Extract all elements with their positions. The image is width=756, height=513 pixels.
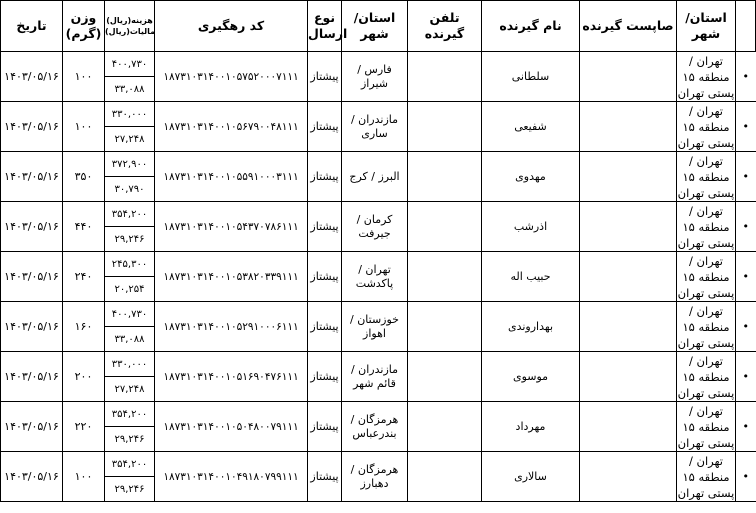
row-marker: • [736,302,756,352]
recipient-postcode-cell [580,302,677,352]
tax-cell: ۲۹,۲۴۶ [105,227,155,252]
recipient-name-cell: سلطانی [482,52,580,102]
recipient-name-cell: بهداروندی [482,302,580,352]
origin-cell: تهران / منطقه ۱۵ پستی تهران [677,403,735,450]
tax-cell: ۲۷,۲۴۸ [105,127,155,152]
origin-cell: تهران / منطقه ۱۵ پستی تهران [677,53,735,100]
date-cell: ۱۴۰۳/۰۵/۱۶ [1,52,63,102]
origin-cell: تهران / منطقه ۱۵ پستی تهران [677,453,735,500]
recipient-name-cell: مهرداد [482,402,580,452]
recipient-phone-cell [408,202,482,252]
weight-cell: ۴۴۰ [63,202,105,252]
tax-cell: ۲۰,۲۵۴ [105,277,155,302]
tax-cell: ۲۷,۲۴۸ [105,377,155,402]
tracking-code-cell: ۱۸۷۳۱۰۳۱۴۰۰۱۰۵۲۹۱۰۰۰۶۱۱۱ [155,302,308,352]
tax-cell: ۳۳,۰۸۸ [105,77,155,102]
recipient-name-cell: مهدوی [482,152,580,202]
cost-cell: ۴۰۰,۷۳۰ [105,302,155,327]
header-cost-tax [105,1,155,52]
header-edge [736,1,756,52]
row-marker: • [736,52,756,102]
row-marker: • [736,102,756,152]
table-row [1,252,756,277]
recipient-phone-cell [408,352,482,402]
weight-cell: ۲۲۰ [63,402,105,452]
recipient-name-cell: شفیعی [482,102,580,152]
row-marker: • [736,152,756,202]
recipient-postcode-cell [580,252,677,302]
header-recipient-phone: تلفن گیرنده [408,1,482,52]
tax-cell: ۳۰,۷۹۰ [105,177,155,202]
destination-cell: فارس / شیراز [342,52,408,102]
recipient-phone-cell [408,152,482,202]
cost-cell: ۳۵۴,۲۰۰ [105,202,155,227]
recipient-name-cell: سالاری [482,452,580,502]
recipient-postcode-cell [580,52,677,102]
date-cell: ۱۴۰۳/۰۵/۱۶ [1,252,63,302]
recipient-postcode-cell [580,152,677,202]
origin-cell: تهران / منطقه ۱۵ پستی تهران [677,203,735,250]
recipient-postcode-cell [580,402,677,452]
date-cell: ۱۴۰۳/۰۵/۱۶ [1,202,63,252]
tax-cell: ۳۳,۰۸۸ [105,327,155,352]
header-province-city: استان/ شهر [342,1,408,52]
destination-cell: مازندران / ساری [342,102,408,152]
cost-cell: ۳۵۴,۲۰۰ [105,452,155,477]
weight-cell: ۱۰۰ [63,102,105,152]
tracking-code-cell: ۱۸۷۳۱۰۳۱۴۰۰۱۰۵۰۴۸۰۰۷۹۱۱۱ [155,402,308,452]
send-type-cell: پیشتاز [308,102,342,152]
table-row [1,302,756,327]
origin-cell: تهران / منطقه ۱۵ پستی تهران [677,253,735,300]
send-type-cell: پیشتاز [308,402,342,452]
recipient-phone-cell [408,302,482,352]
table-row [1,52,756,77]
destination-cell: البرز / کرج [342,152,408,202]
tracking-code-cell: ۱۸۷۳۱۰۳۱۴۰۰۱۰۵۳۸۲۰۳۳۹۱۱۱ [155,252,308,302]
header-recipient-name: نام گیرنده [482,1,580,52]
date-cell: ۱۴۰۳/۰۵/۱۶ [1,302,63,352]
header-send-type: نوع ارسال [308,1,342,52]
destination-cell: خوزستان / اهواز [342,302,408,352]
weight-cell: ۱۶۰ [63,302,105,352]
row-marker: • [736,252,756,302]
recipient-postcode-cell [580,102,677,152]
recipient-name-cell: اذرشب [482,202,580,252]
origin-cell: تهران / منطقه ۱۵ پستی تهران [677,303,735,350]
destination-cell: مازندران / قائم شهر [342,352,408,402]
weight-cell: ۱۰۰ [63,52,105,102]
header-tracking: کد رهگیری [155,1,308,52]
recipient-postcode-cell [580,452,677,502]
cost-cell: ۲۴۵,۳۰۰ [105,252,155,277]
header-cost: هزینه(ریال) [106,16,153,25]
origin-cell: تهران / منطقه ۱۵ پستی تهران [677,103,735,150]
send-type-cell: پیشتاز [308,252,342,302]
recipient-postcode-cell [580,352,677,402]
recipient-postcode-cell [580,202,677,252]
table-row [1,152,756,177]
header-tax: مالیات(ریال) [105,27,156,36]
row-marker: • [736,402,756,452]
table-row [1,402,756,427]
recipient-phone-cell [408,252,482,302]
cost-cell: ۳۳۰,۰۰۰ [105,352,155,377]
send-type-cell: پیشتاز [308,152,342,202]
header-weight: وزن (گرم) [63,1,105,52]
date-cell: ۱۴۰۳/۰۵/۱۶ [1,152,63,202]
header-origin-province-city: استان/ شهر [677,1,736,52]
recipient-phone-cell [408,452,482,502]
header-row [1,1,756,52]
tax-cell: ۲۹,۲۴۶ [105,477,155,502]
tracking-code-cell: ۱۸۷۳۱۰۳۱۴۰۰۱۰۵۵۹۱۰۰۰۳۱۱۱ [155,152,308,202]
cost-cell: ۳۳۰,۰۰۰ [105,102,155,127]
date-cell: ۱۴۰۳/۰۵/۱۶ [1,452,63,502]
send-type-cell: پیشتاز [308,52,342,102]
weight-cell: ۱۰۰ [63,452,105,502]
row-marker: • [736,352,756,402]
table-row [1,102,756,127]
row-marker: • [736,202,756,252]
tracking-code-cell: ۱۸۷۳۱۰۳۱۴۰۰۱۰۵۴۳۷۰۷۸۶۱۱۱ [155,202,308,252]
date-cell: ۱۴۰۳/۰۵/۱۶ [1,352,63,402]
cost-cell: ۳۷۲,۹۰۰ [105,152,155,177]
tracking-code-cell: ۱۸۷۳۱۰۳۱۴۰۰۱۰۵۱۶۹۰۴۷۶۱۱۱ [155,352,308,402]
destination-cell: کرمان / جیرفت [342,202,408,252]
send-type-cell: پیشتاز [308,202,342,252]
table-row [1,452,756,477]
cost-cell: ۳۵۴,۲۰۰ [105,402,155,427]
origin-cell: تهران / منطقه ۱۵ پستی تهران [677,153,735,200]
header-date: تاریخ [1,1,63,52]
tracking-code-cell: ۱۸۷۳۱۰۳۱۴۰۰۱۰۵۷۵۲۰۰۰۷۱۱۱ [155,52,308,102]
tracking-code-cell: ۱۸۷۳۱۰۳۱۴۰۰۱۰۵۶۷۹۰۰۴۸۱۱۱ [155,102,308,152]
weight-cell: ۳۵۰ [63,152,105,202]
row-marker: • [736,452,756,502]
date-cell: ۱۴۰۳/۰۵/۱۶ [1,402,63,452]
send-type-cell: پیشتاز [308,352,342,402]
recipient-name-cell: موسوی [482,352,580,402]
table-row [1,202,756,227]
weight-cell: ۲۴۰ [63,252,105,302]
origin-cell: تهران / منطقه ۱۵ پستی تهران [677,353,735,400]
tracking-code-cell: ۱۸۷۳۱۰۳۱۴۰۰۱۰۴۹۱۸۰۷۹۹۱۱۱ [155,452,308,502]
recipient-phone-cell [408,52,482,102]
send-type-cell: پیشتاز [308,452,342,502]
table-row [1,352,756,377]
weight-cell: ۲۰۰ [63,352,105,402]
cost-cell: ۴۰۰,۷۳۰ [105,52,155,77]
recipient-name-cell: حبیب اله [482,252,580,302]
destination-cell: تهران / پاکدشت [342,252,408,302]
destination-cell: هرمزگان / بندرعباس [342,402,408,452]
date-cell: ۱۴۰۳/۰۵/۱۶ [1,102,63,152]
destination-cell: هرمزگان / دهبارز [342,452,408,502]
recipient-phone-cell [408,402,482,452]
recipient-phone-cell [408,102,482,152]
header-recipient-postcode: صاپست گیرنده [580,1,677,52]
send-type-cell: پیشتاز [308,302,342,352]
tax-cell: ۲۹,۲۴۶ [105,427,155,452]
